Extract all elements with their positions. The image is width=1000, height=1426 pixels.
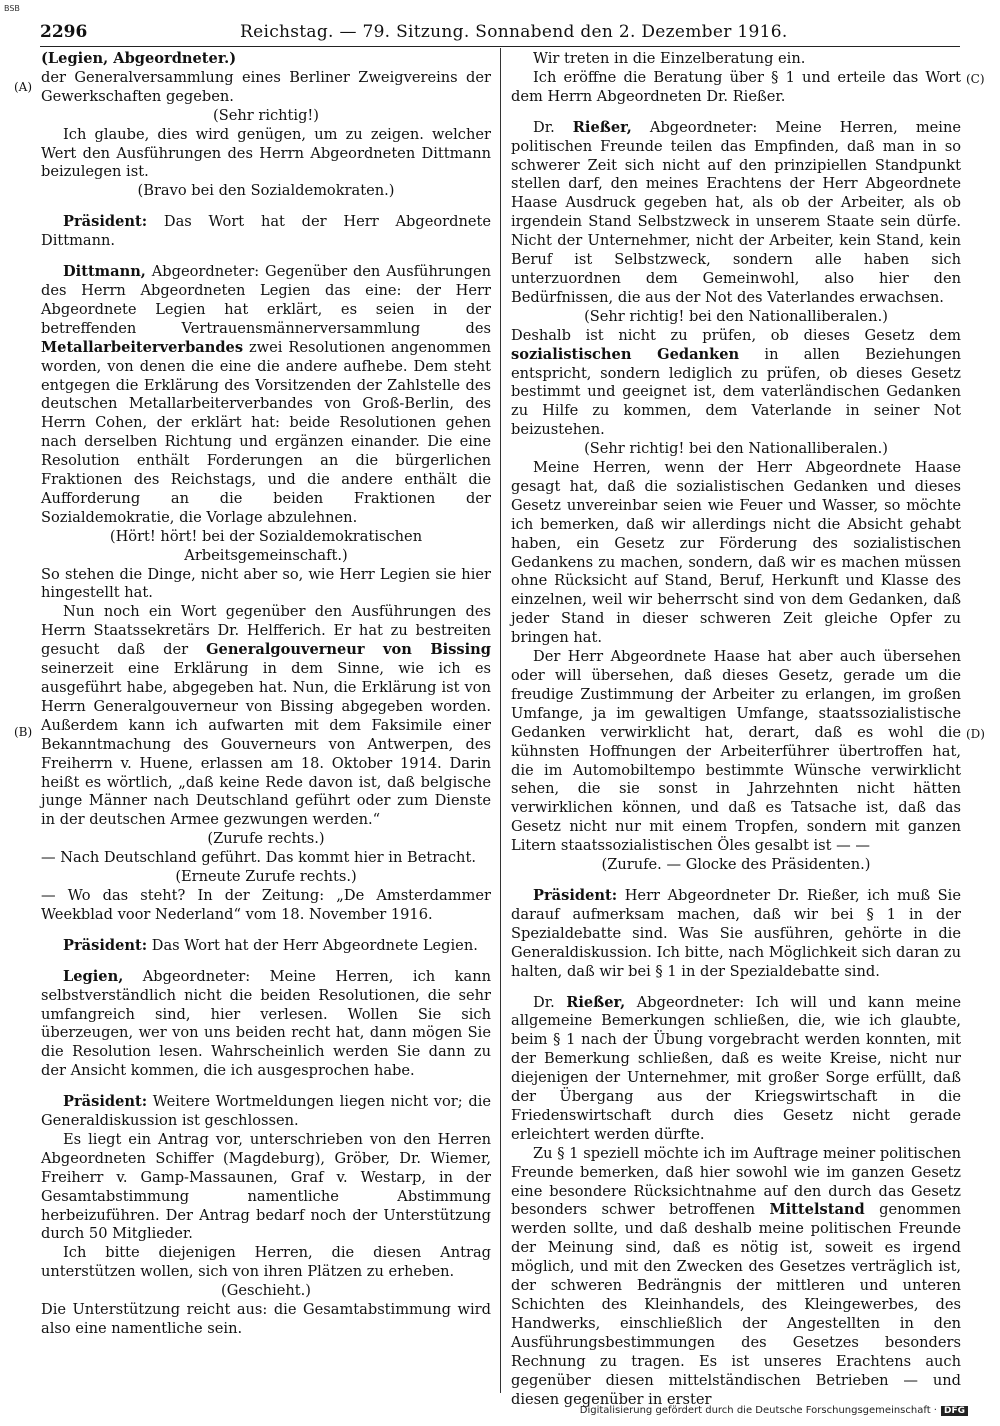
right-column <box>511 50 962 1408</box>
speaker-name: Rießer, <box>566 993 626 1011</box>
interjection: (Sehr richtig!) <box>213 106 319 124</box>
paragraph: Ich glaube, dies wird genügen, um zu zeigen. welcher Wert den Ausführungen des Herrn Abgeordneten Dittmann beizulegen ist. <box>41 125 491 181</box>
speaker-paragraph: Präsident: Weitere Wortmeldungen liegen nicht vor; die Generaldiskussion ist geschlossen. <box>41 1093 491 1130</box>
page-number: 2296 <box>40 22 88 42</box>
speaker-name: Präsident: <box>533 886 618 904</box>
margin-marker-a: (A) <box>14 80 33 94</box>
paragraph: Ich eröffne die Beratung über § 1 und erteile das Wort dem Herrn Abgeordneten Dr. Rießer. <box>511 68 961 105</box>
paragraph: Nun noch ein Wort gegenüber den Ausführungen des Herrn Staatssekretärs Dr. Helfferich. Er hat zu bestreiten gesucht daß der Generalgouverneur von Bissing seinerzeit eine Erklärung in dem Sinne, wie ich es ausgeführt habe, abgegeben hat. Nun, die Erklärung ist von Herrn Generalgouverneur von Bissing abgegeben worden. Außerdem kann ich aufwarten mit dem Faksimile einer Bekanntmachung des Gouverneurs von Antwerpen, des Freiherrn v. Huene, erlassen am 18. Oktober 1914. Darin heißt es wörtlich, „daß keine Rede davon ist, daß belgische junge Männer nach Deutschland geführt oder zum Dienste in der deutschen Armee gezwungen werden.“ <box>41 603 491 829</box>
interjection: (Zurufe. — Glocke des Präsidenten.) <box>601 856 871 874</box>
paragraph: Der Herr Abgeordnete Haase hat aber auch übersehen oder will übersehen, daß dieses Gesetz, gerade um die freudige Zustimmung der Arbeiter zu erlangen, im großen Umfange, ja im gewaltigen Umfange, staatssozialistische Gedanken verwirklicht hat, derart, daß es wohl die kühnsten Hoffnungen der Arbeiterführer übertroffen hat, die im Automobiltempo bestimmte Wünsche verwirklicht sehen, die sie sonst in Jahrzehnten nicht hätten verwirklichen können, und daß es Tatsache ist, daß das Gesetz nicht nur mit einem Tropfen, sondern mit ganzen Litern staatssozialistischen Öles gesalbt ist — — <box>511 648 961 855</box>
interjection: (Zurufe rechts.) <box>207 830 325 848</box>
paragraph: Meine Herren, wenn der Herr Abgeordnete Haase gesagt hat, daß die sozialistischen Gedanken und dieses Gesetz unvereinbar seien wie Feuer und Wasser, so möchte ich bemerken, daß wir allerdings nicht die Absicht gehabt haben, ein Gesetz zur Förderung des sozialistischen Gedankens zu machen, sondern, daß wir es machen müssen ohne Rücksicht auf Stand, Beruf, Herkunft und Klasse des einzelnen, weil wir beherrscht sind von dem Gedanken, daß jeder Stand in dieser schweren Zeit gleiche Opfer zu bringen hat. <box>511 459 961 647</box>
paragraph: Deshalb ist nicht zu prüfen, ob dieses Gesetz dem sozialistischen Gedanken in allen Beziehungen entspricht, sondern lediglich zu prüfen, ob dieses Gesetz bestimmt und geeignet ist, dem vaterländischen Gedanken zu Hilfe zu kommen, dem Vaterlande in seiner Not beizustehen. <box>511 326 962 439</box>
page-footer <box>580 1405 968 1416</box>
interjection: (Sehr richtig! bei den Nationalliberalen.) <box>584 440 888 458</box>
library-stamp: BSB <box>4 4 20 13</box>
interjection: (Erneute Zurufe rechts.) <box>175 868 357 886</box>
speaker-paragraph: Legien, Abgeordneter: Meine Herren, ich kann selbstverständlich nicht die beiden Resolutionen, die sehr umfangreich sind, hier verlesen. Wollen Sie sich überzeugen, wer von uns beiden recht hat, dann mögen Sie die Resolution lesen. Wahrscheinlich werden Sie dann zu der Ansicht kommen, die ich ausgesprochen habe. <box>41 967 491 1080</box>
paragraph: Ich bitte diejenigen Herren, die diesen Antrag unterstützen wollen, sich von ihren Plätzen zu erheben. <box>41 1244 491 1281</box>
left-column <box>41 50 491 1395</box>
interjection: (Bravo bei den Sozialdemokraten.) <box>137 182 395 200</box>
paragraph: Wir treten in die Einzelberatung ein. <box>533 50 806 67</box>
column-separator <box>500 48 501 1393</box>
dfg-logo: DFG <box>941 1406 968 1416</box>
speaker-continuation: (Legien, Abgeordneter.) <box>41 50 237 67</box>
paragraph: der Generalversammlung eines Berliner Zweigvereins der Gewerkschaften gegeben. <box>41 68 491 105</box>
speaker-paragraph: Dr. Rießer, Abgeordneter: Ich will und kann meine allgemeine Bemerkungen schließen, die, wie ich glaubte, beim § 1 nach der Übung vorgebracht werden konnten, mit der Bemerkung schließen, daß es weite Kreise, nicht nur diejenigen der Unternehmer, mit großer Sorge erfüllt, daß der Übergang aus der Kriegswirtschaft in die Friedenswirtschaft durch dies Gesetz nicht gerade erleichtert werden dürfte. <box>511 993 962 1143</box>
speaker-name: Präsident: <box>63 213 148 231</box>
paragraph: Es liegt ein Antrag vor, unterschrieben von den Herren Abgeordneten Schiffer (Magdeburg), Gröber, Dr. Wiemer, Freiherr v. Gamp-Massaunen, Graf v. Westarp, in der Gesamtabstimmung namentliche Abstimmung herbeizuführen. Der Antrag bedarf noch der Unterstützung durch 50 Mitglieder. <box>41 1130 491 1243</box>
speaker-name: Rießer, <box>572 118 632 136</box>
page-title: Reichstag. — 79. Sitzung. Sonnabend den 2. Dezember 1916. <box>240 22 788 42</box>
header-rule <box>40 46 960 47</box>
paragraph: — Wo das steht? In der Zeitung: „De Amsterdammer Weekblad voor Nederland“ vom 18. November 1916. <box>41 886 491 923</box>
margin-marker-c: (C) <box>966 72 985 86</box>
speaker-name: Legien, <box>63 967 124 985</box>
speaker-paragraph: Präsident: Herr Abgeordneter Dr. Rießer, ich muß Sie darauf aufmerksam machen, daß wir bei § 1 in der Spezialdebatte sind. Was Sie ausführen, gehörte in die Generaldiskussion. Ich bitte, nach Möglichkeit sich daran zu halten, daß wir bei § 1 in der Spezialdebatte sind. <box>511 886 961 980</box>
interjection: (Hört! hört! bei der Sozialdemokratischen Arbeitsgemeinschaft.) <box>109 527 423 564</box>
speaker-paragraph: Dr. Rießer, Abgeordneter: Meine Herren, meine politischen Freunde teilen das Empfinden, daß man in so schwerer Zeit sich nicht auf den prinzipiellen Standpunkt stellen darf, den meines Erachtens der Herr Abgeordnete Haase Ausdruck gegeben hat, als ob der Arbeiter, als ob irgendein Stand Selbstzweck in unserem Staate sein dürfe. Nicht der Unternehmer, nicht der Arbeiter, kein Stand, kein Beruf ist Selbstzweck, sondern alle haben sich unterzuordnen dem Gemeinwohl, also hier den Bedürfnissen, die aus der Not des Vaterlandes erwachsen. <box>511 118 961 306</box>
page-header <box>40 22 960 46</box>
speaker-name: Präsident: <box>63 1093 148 1111</box>
paragraph: — Nach Deutschland geführt. Das kommt hier in Betracht. <box>41 849 476 867</box>
speaker-paragraph: Dittmann, Abgeordneter: Gegenüber den Ausführungen des Herrn Abgeordneten Legien das eine: der Herr Abgeordnete Legien hat erklärt, es seien in der betreffenden Vertrauensmännerversammlung des Metallarbeiterverbandes zwei Resolutionen angenommen worden, von denen die eine die andere aufhebe. Dem steht entgegen die Erklärung des Vorsitzenden der Zahlstelle des deutschen Metallarbeiterverbandes von Groß-Berlin, des Herrn Cohen, der erklärt hat: beide Resolutionen gehen nach derselben Richtung und ergänzen einander. Die eine Resolution enthält Forderungen an die bürgerlichen Fraktionen des Reichstags, und die andere enthält die Aufforderung an die beiden Fraktionen der Sozialdemokratie, die Vorlage abzulehnen. <box>41 263 491 526</box>
paragraph: Die Unterstützung reicht aus: die Gesamtabstimmung wird also eine namentliche sein. <box>41 1301 491 1337</box>
margin-marker-b: (B) <box>14 725 33 739</box>
speaker-name: Präsident: <box>63 936 148 954</box>
interjection: (Geschieht.) <box>221 1282 311 1300</box>
speaker-paragraph: Präsident: Das Wort hat der Herr Abgeordnete Dittmann. <box>41 213 491 250</box>
speaker-name: Dittmann, <box>63 263 146 281</box>
paragraph: Zu § 1 speziell möchte ich im Auftrage meiner politischen Freunde bemerken, daß hier sowohl wie im ganzen Gesetz eine besondere Rücksichtnahme auf den durch das Gesetz besonders schwer betroffenen Mittelstand genommen werden sollte, und daß deshalb meine politischen Freunde der Meinung sind, daß es nötig ist, soweit es irgend möglich, und mit den Zwecken des Gesetzes verträglich ist, der schweren Bedrängnis der mittleren und unteren Schichten des Kleinhandels, des Kleingewerbes, des Handwerks, einschließlich der Angestellten in den Ausführungsbestimmungen des Gesetzes besonders Rechnung zu tragen. Es ist unseres Erachtens auch gegenüber diesen mittelständischen Betrieben — und diesen gegenüber in erster <box>511 1144 961 1408</box>
footer-credit: Digitalisierung gefördert durch die Deutsche Forschungsgemeinschaft · <box>579 1405 937 1416</box>
paragraph: So stehen die Dinge, nicht aber so, wie Herr Legien sie hier hingestellt hat. <box>41 565 491 602</box>
margin-marker-d: (D) <box>966 727 985 741</box>
interjection: (Sehr richtig! bei den Nationalliberalen.) <box>584 307 888 325</box>
speaker-paragraph: Präsident: Das Wort hat der Herr Abgeordnete Legien. <box>63 936 478 954</box>
